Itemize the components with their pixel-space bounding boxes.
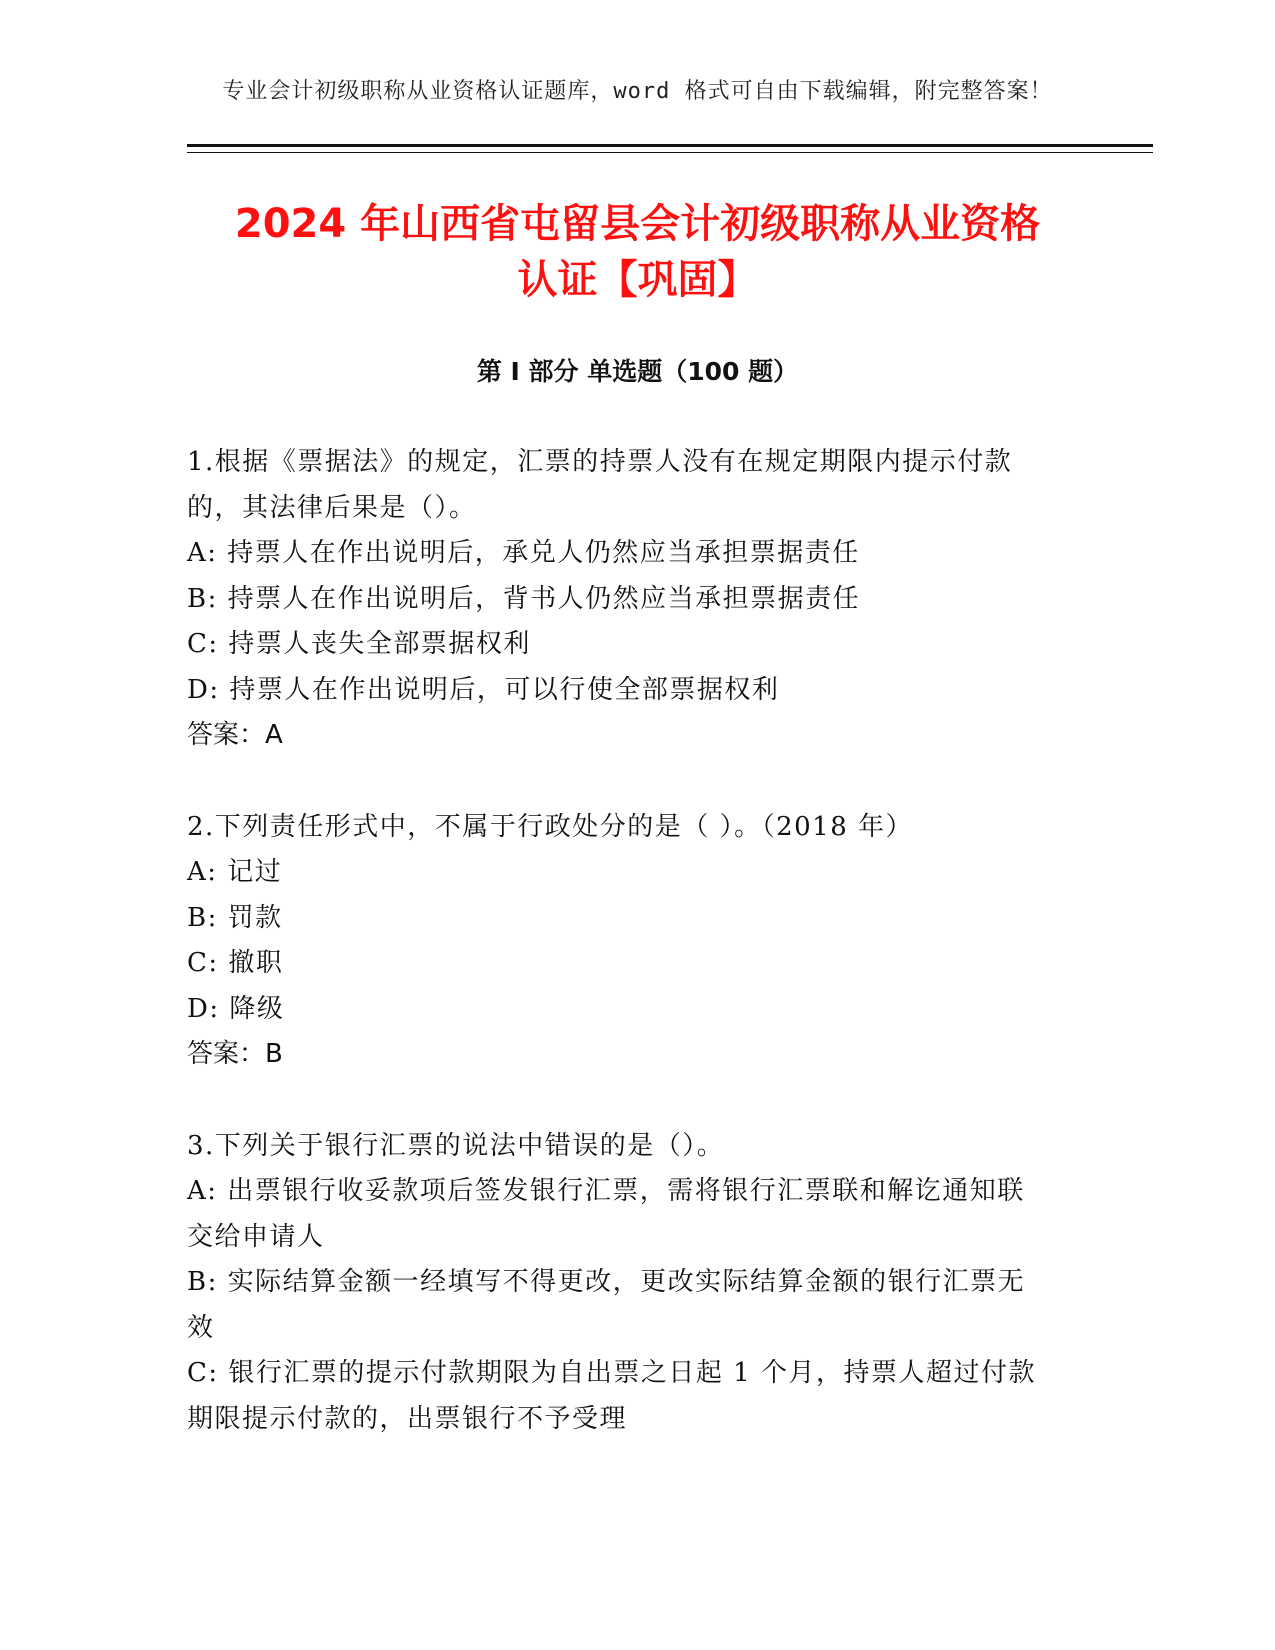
answer-label: 答案：A xyxy=(187,720,283,750)
question-3 xyxy=(187,1124,1067,1443)
option-d: D: 持票人在作出说明后，可以行使全部票据权利 xyxy=(187,674,780,705)
option-c: C: 银行汇票的提示付款期限为自出票之日起 1 个月，持票人超过付款 xyxy=(187,1358,1036,1388)
option-b: B: 持票人在作出说明后，背书人仍然应当承担票据责任 xyxy=(187,583,861,614)
option-c: C: 撤职 xyxy=(187,948,284,978)
question-list xyxy=(187,440,1067,1488)
document-title-line-2: 认证【巩固】 xyxy=(517,257,758,303)
question-stem-line: 3.下列关于银行汇票的说法中错误的是（）。 xyxy=(187,1130,725,1161)
option-b: B: 实际结算金额一经填写不得更改，更改实际结算金额的银行汇票无 xyxy=(187,1267,1026,1297)
question-stem-line: 的，其法律后果是（）。 xyxy=(187,492,477,523)
question-2 xyxy=(187,805,1067,1078)
option-b: B: 罚款 xyxy=(187,902,283,933)
document-title xyxy=(150,196,1125,308)
option-c-continued: 期限提示付款的，出票银行不予受理 xyxy=(187,1403,628,1434)
option-d: D: 降级 xyxy=(187,993,285,1024)
header-note: 专业会计初级职称从业资格认证题库，word 格式可自由下载编辑，附完整答案！ xyxy=(222,79,1053,104)
document-title-line-1: 2024 年山西省屯留县会计初级职称从业资格 xyxy=(234,201,1041,247)
header-rule-thin xyxy=(187,152,1153,153)
question-1 xyxy=(187,440,1067,759)
option-b-continued: 效 xyxy=(187,1312,215,1343)
question-stem-line: 1.根据《票据法》的规定，汇票的持票人没有在规定期限内提示付款 xyxy=(187,447,1013,477)
section-title: 第 I 部分 单选题（100 题） xyxy=(476,357,799,386)
option-a: A: 出票银行收妥款项后签发银行汇票，需将银行汇票联和解讫通知联 xyxy=(187,1176,1025,1206)
answer-label: 答案：B xyxy=(187,1039,283,1069)
option-a: A: 持票人在作出说明后，承兑人仍然应当承担票据责任 xyxy=(187,538,860,568)
option-c: C: 持票人丧失全部票据权利 xyxy=(187,629,531,659)
option-a: A: 记过 xyxy=(187,857,283,887)
question-stem-line: 2.下列责任形式中，不属于行政处分的是（ ）。（2018 年） xyxy=(187,811,914,842)
header-rule-thick xyxy=(187,144,1153,147)
option-a-continued: 交给申请人 xyxy=(187,1221,325,1252)
